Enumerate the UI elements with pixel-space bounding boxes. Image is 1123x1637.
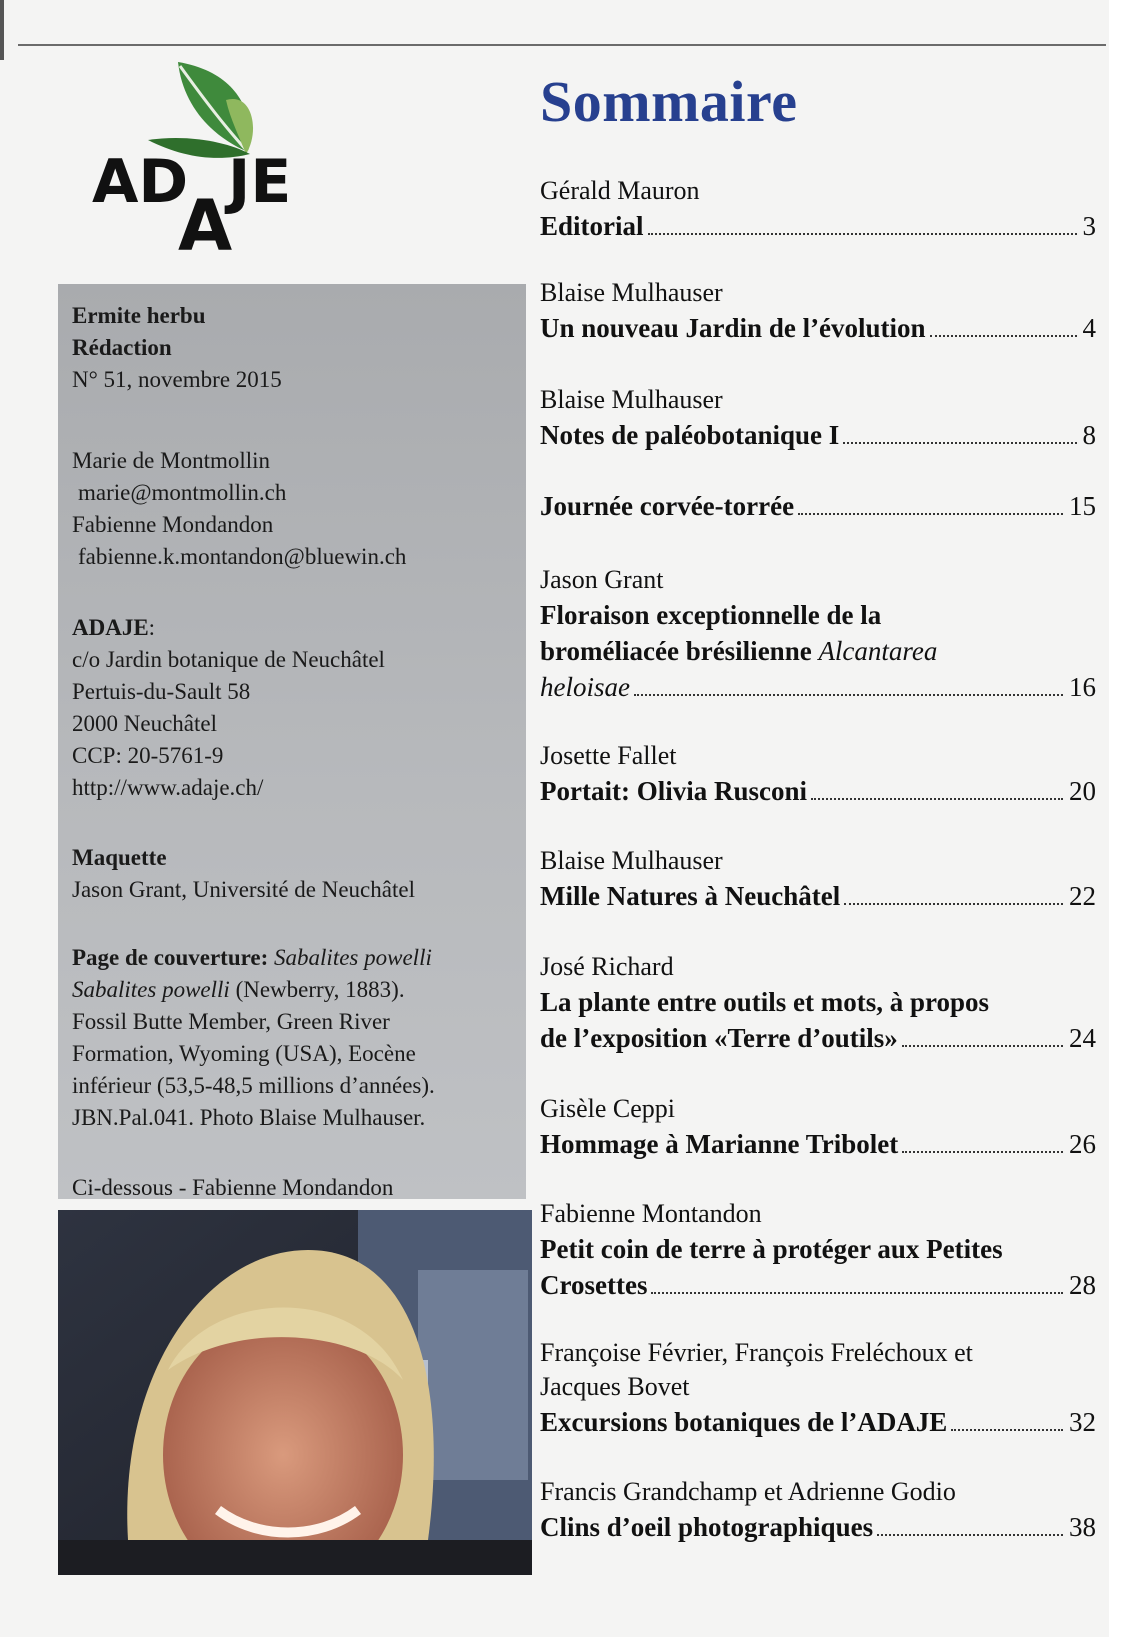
toc-entry[interactable] xyxy=(540,488,1096,524)
toc-title-line: broméliacée brésilienne xyxy=(540,636,812,666)
toc-page: 4 xyxy=(1082,313,1096,343)
leaf-icon xyxy=(148,62,253,158)
toc-page: 15 xyxy=(1069,491,1096,521)
toc-entry[interactable] xyxy=(540,276,1096,346)
scan-edge xyxy=(0,0,4,60)
top-rule xyxy=(18,44,1106,46)
toc-page: 28 xyxy=(1069,1270,1096,1300)
cover-line: Fossil Butte Member, Green River xyxy=(72,1009,390,1034)
toc-author: Blaise Mulhauser xyxy=(540,278,723,307)
toc-author: Françoise Février, François Freléchoux et xyxy=(540,1338,973,1367)
toc-page: 32 xyxy=(1069,1407,1096,1437)
toc-leader xyxy=(798,513,1063,515)
toc-leader xyxy=(844,903,1063,905)
cover-species: Sabalites powelli xyxy=(274,945,432,970)
toc-page: 8 xyxy=(1082,420,1096,450)
toc-title-line: de l’exposition «Terre d’outils» xyxy=(540,1023,898,1053)
cover-line: inférieur (53,5-48,5 millions d’années). xyxy=(72,1073,435,1098)
layout-value: Jason Grant, Université de Neuchâtel xyxy=(72,877,415,902)
editor-name: Marie de Montmollin xyxy=(72,448,271,473)
org-colon: : xyxy=(148,615,156,640)
toc-author: Blaise Mulhauser xyxy=(540,385,723,414)
sidebar-cover xyxy=(72,942,435,1134)
toc-entry[interactable] xyxy=(540,174,1096,244)
photo-caption xyxy=(72,1172,393,1204)
cover-species: Sabalites powelli xyxy=(72,977,230,1002)
website-link[interactable]: http://www.adaje.ch/ xyxy=(72,775,264,800)
toc-author: Gérald Mauron xyxy=(540,176,700,205)
toc-author: Jason Grant xyxy=(540,565,664,594)
portrait-photo xyxy=(58,1210,532,1575)
sidebar-masthead xyxy=(72,300,282,396)
adaje-logo xyxy=(88,62,358,262)
cover-label: Page de couverture: xyxy=(72,945,269,970)
address-line: CCP: 20-5761-9 xyxy=(72,743,224,768)
toc-page: 16 xyxy=(1069,672,1096,702)
toc-title: Un nouveau Jardin de l’évolution xyxy=(540,313,926,343)
editor-name: Fabienne Mondandon xyxy=(72,512,274,537)
page-margin xyxy=(1109,0,1123,1637)
sidebar-layout xyxy=(72,842,415,906)
toc-author: Francis Grandchamp et Adrienne Godio xyxy=(540,1477,956,1506)
logo-text-a: A xyxy=(178,185,233,262)
address-line: 2000 Neuchâtel xyxy=(72,711,217,736)
toc-page: 22 xyxy=(1069,881,1096,911)
toc-page: 38 xyxy=(1069,1512,1096,1542)
toc-title: Portait: Olivia Rusconi xyxy=(540,776,807,806)
redaction-heading: Rédaction xyxy=(72,335,172,360)
editor-email: marie@montmollin.ch xyxy=(78,480,287,505)
toc-entry[interactable] xyxy=(540,1092,1096,1162)
toc-leader xyxy=(811,798,1063,800)
toc-title: Editorial xyxy=(540,211,644,241)
toc-author: Fabienne Montandon xyxy=(540,1199,762,1228)
toc-title-line: Petit coin de terre à protéger aux Petites xyxy=(540,1234,1003,1264)
toc-author: Jacques Bovet xyxy=(540,1372,690,1401)
logo-text-ad: AD xyxy=(92,147,189,217)
toc-title: Clins d’oeil photographiques xyxy=(540,1512,874,1542)
toc-entry[interactable] xyxy=(540,739,1096,809)
cover-line: Formation, Wyoming (USA), Eocène xyxy=(72,1041,416,1066)
toc-title: Journée corvée-torrée xyxy=(540,491,795,521)
toc-leader xyxy=(843,442,1076,444)
toc-leader xyxy=(902,1045,1063,1047)
toc-leader xyxy=(634,694,1063,696)
toc-title: Hommage à Marianne Tribolet xyxy=(540,1129,899,1159)
sidebar-address xyxy=(72,612,385,804)
toc-title: Mille Natures à Neuchâtel xyxy=(540,881,841,911)
toc-title: Excursions botaniques de l’ADAJE xyxy=(540,1407,948,1437)
toc-title-line: Crosettes xyxy=(540,1270,648,1300)
toc-author: Blaise Mulhauser xyxy=(540,846,723,875)
toc-taxon: Alcantarea xyxy=(818,636,938,666)
address-line: c/o Jardin botanique de Neuchâtel xyxy=(72,647,385,672)
toc-leader xyxy=(951,1429,1063,1431)
toc-page: 20 xyxy=(1069,776,1096,806)
caption-text: Ci-dessous - Fabienne Mondandon xyxy=(72,1175,394,1200)
cover-authority: (Newberry, 1883). xyxy=(235,977,405,1002)
toc-title-line: Floraison exceptionnelle de la xyxy=(540,600,882,630)
toc-entry[interactable] xyxy=(540,563,1096,705)
toc-leader xyxy=(648,233,1077,235)
logo-text-je: JE xyxy=(228,147,292,217)
toc-taxon: heloisae xyxy=(540,672,630,702)
toc-page: 24 xyxy=(1069,1023,1096,1053)
masthead-heading: Ermite herbu xyxy=(72,303,206,328)
toc-leader xyxy=(930,335,1077,337)
org-label: ADAJE xyxy=(72,615,149,640)
toc-entry[interactable] xyxy=(540,1475,1096,1545)
address-line: Pertuis-du-Sault 58 xyxy=(72,679,251,704)
toc-author: José Richard xyxy=(540,952,674,981)
toc-title: Notes de paléobotanique I xyxy=(540,420,840,450)
toc-page: 26 xyxy=(1069,1129,1096,1159)
toc-title-line: La plante entre outils et mots, à propos xyxy=(540,987,990,1017)
toc-page: 3 xyxy=(1082,211,1096,241)
layout-label: Maquette xyxy=(72,845,167,870)
cover-line: JBN.Pal.041. Photo Blaise Mulhauser. xyxy=(72,1105,426,1130)
toc-entry[interactable] xyxy=(540,1197,1096,1303)
toc-leader xyxy=(902,1151,1063,1153)
page-title: Sommaire xyxy=(540,69,798,134)
toc-leader xyxy=(651,1292,1063,1294)
toc-author: Gisèle Ceppi xyxy=(540,1094,676,1123)
editor-email: fabienne.k.montandon@bluewin.ch xyxy=(78,544,407,569)
toc-entry[interactable] xyxy=(540,844,1096,914)
issue-number: N° 51, novembre 2015 xyxy=(72,367,282,392)
toc-entry[interactable] xyxy=(540,1336,1096,1440)
toc-entry[interactable] xyxy=(540,950,1096,1056)
toc-author: Josette Fallet xyxy=(540,741,677,770)
toc-entry[interactable] xyxy=(540,383,1096,453)
sidebar-editors xyxy=(72,445,406,573)
toc-leader xyxy=(877,1534,1063,1536)
